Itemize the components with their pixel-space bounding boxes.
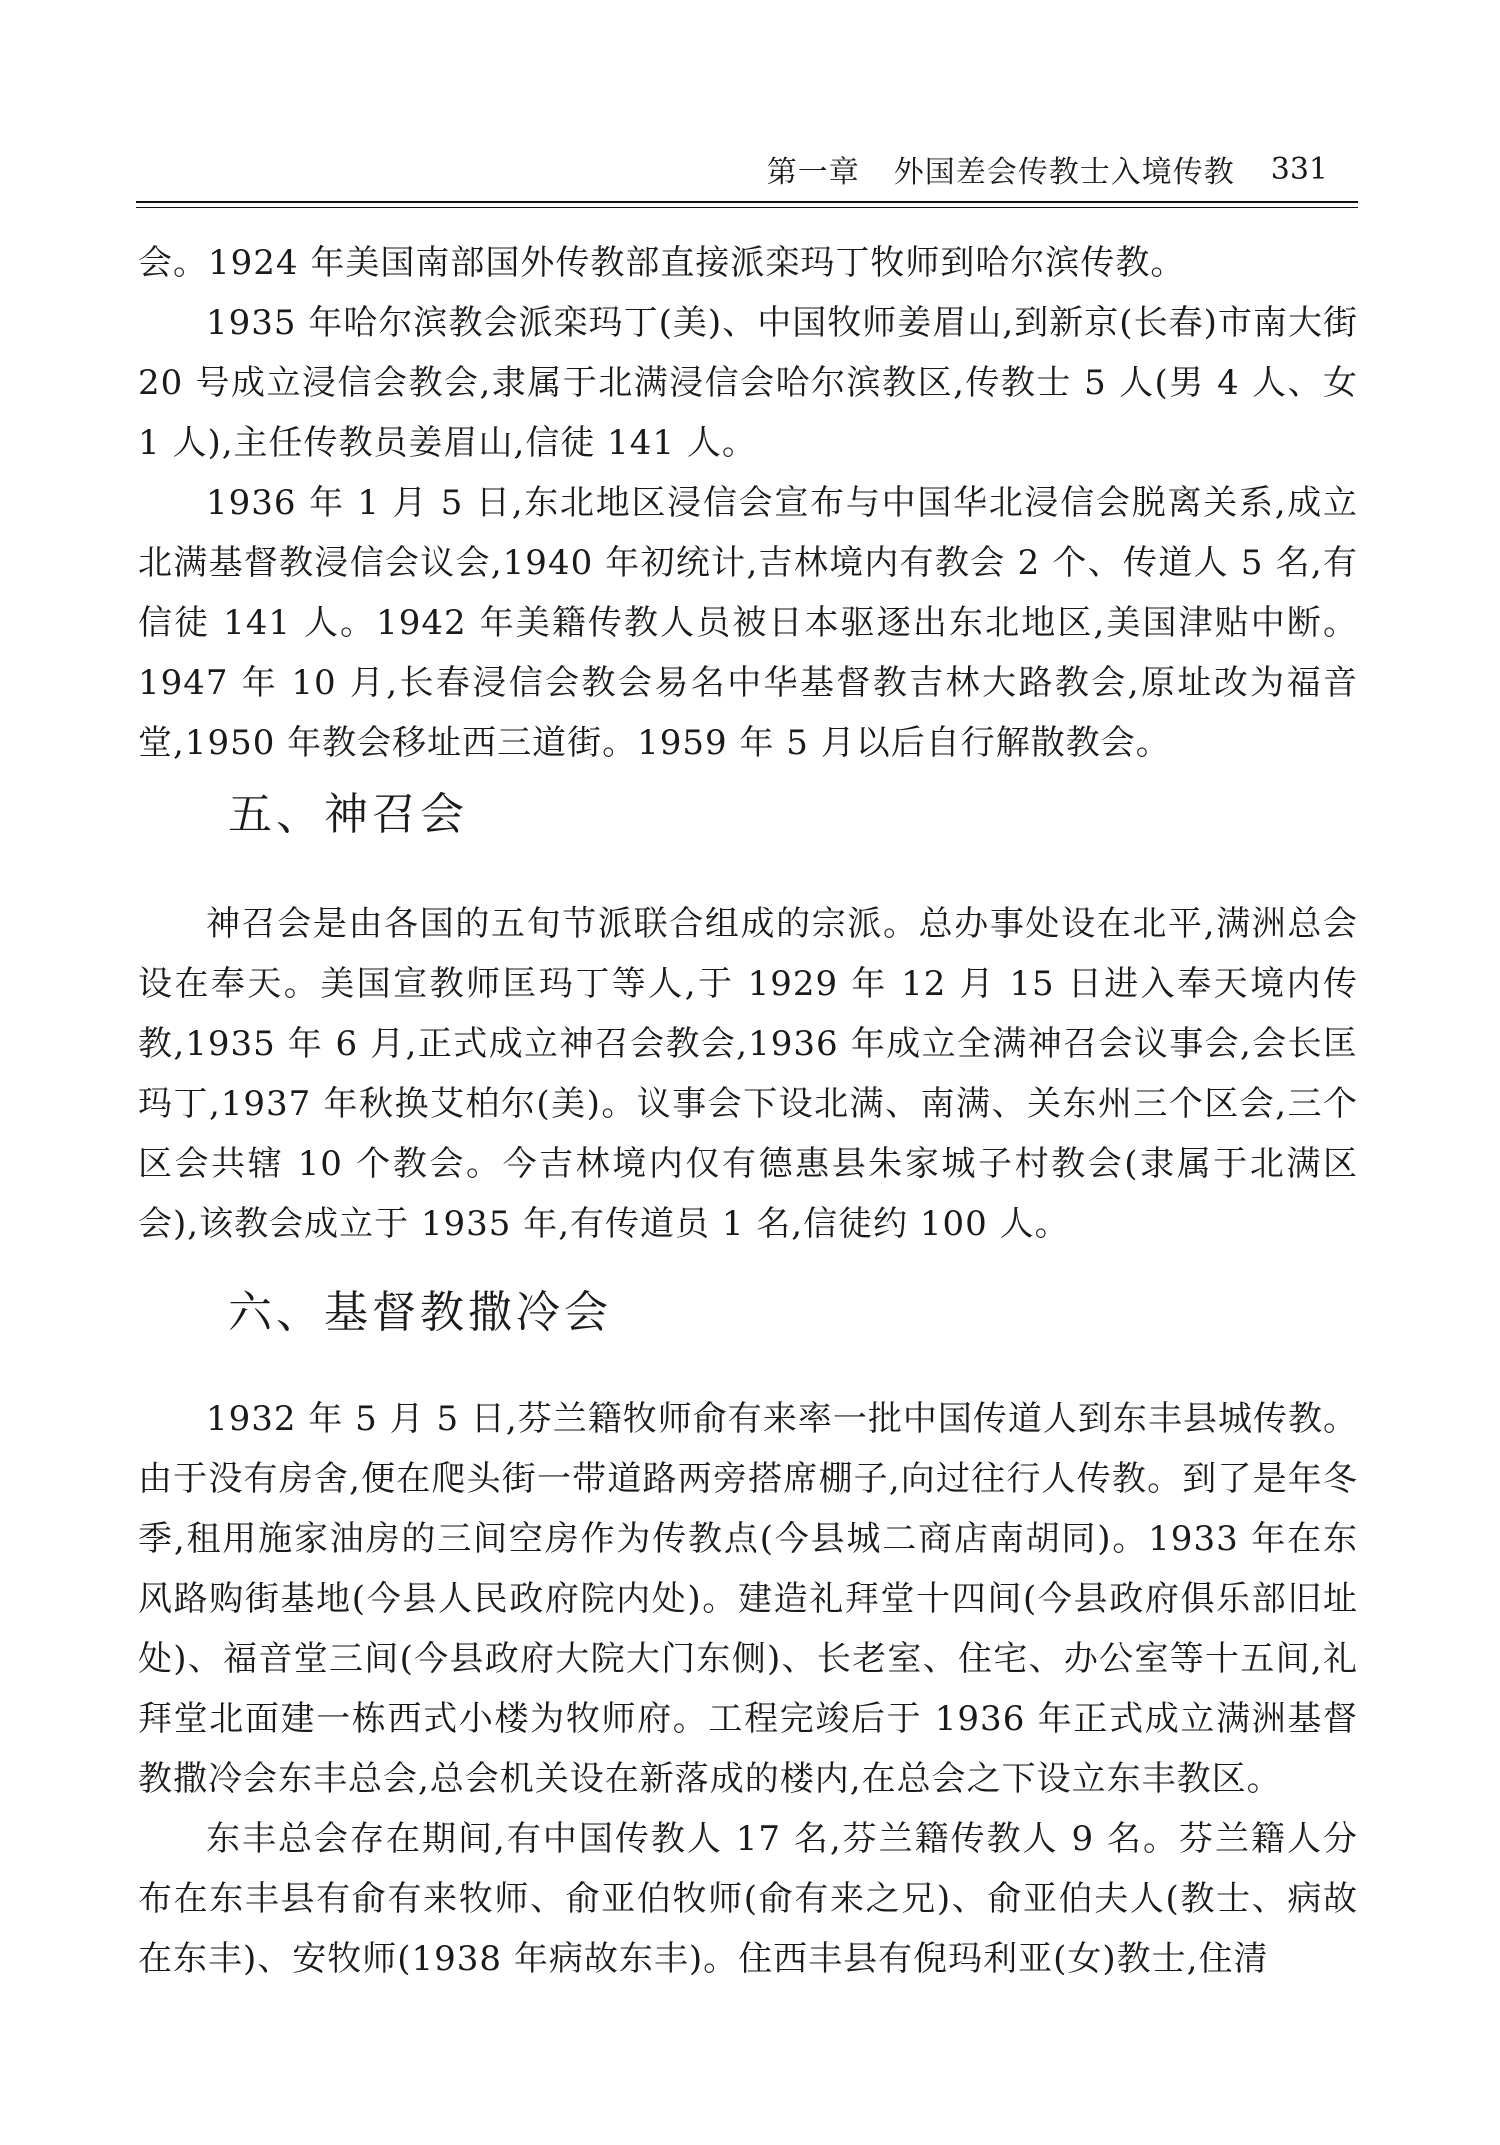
paragraph: 1936 年 1 月 5 日,东北地区浸信会宣布与中国华北浸信会脱离关系,成立北满基督教浸信会议会,1940 年初统计,吉林境内有教会 2 个、传道人 5 名,有信徒 141 人。1942 年美籍传教人员被日本驱逐出东北地区,美国津贴中断。1947 年 10 月,长春浸信会教会易名中华基督教吉林大路教会,原址改为福音堂,1950 年教会移址西三道街。1959 年 5 月以后自行解散教会。: [138, 483, 1358, 763]
section-body: [138, 894, 1358, 1254]
paragraph: 神召会是由各国的五旬节派联合组成的宗派。总办事处设在北平,满洲总会设在奉天。美国宣教师匡玛丁等人,于 1929 年 12 月 15 日进入奉天境内传教,1935 年 6 月,正式成立神召会教会,1936 年成立全满神召会议事会,会长匡玛丁,1937 年秋换艾柏尔(美)。议事会下设北满、南满、关东州三个区会,三个区会共辖 10 个教会。今吉林境内仅有德惠县朱家城子村教会(隶属于北满区会),该教会成立于 1935 年,有传道员 1 名,信徒约 100 人。: [138, 904, 1358, 1244]
paragraph: 会。1924 年美国南部国外传教部直接派栾玛丁牧师到哈尔滨传教。: [138, 243, 1186, 283]
paragraph: 东丰总会存在期间,有中国传教人 17 名,芬兰籍传教人 9 名。芬兰籍人分布在东丰县有俞有来牧师、俞亚伯牧师(俞有来之兄)、俞亚伯夫人(教士、病故在东丰)、安牧师(1938 年病故东丰)。住西丰县有倪玛利亚(女)教士,住清: [138, 1819, 1358, 1979]
running-head: [138, 144, 1328, 194]
continued-section: [138, 233, 1358, 773]
section-heading: 五、神召会: [228, 789, 468, 840]
header-rule: [136, 201, 1358, 203]
header-rule-thin: [136, 207, 1358, 208]
paragraph: 1935 年哈尔滨教会派栾玛丁(美)、中国牧师姜眉山,到新京(长春)市南大街 20 号成立浸信会教会,隶属于北满浸信会哈尔滨教区,传教士 5 人(男 4 人、女 1 人),主任传教员姜眉山,信徒 141 人。: [138, 303, 1358, 463]
chapter-title: 外国差会传教士入境传教: [893, 155, 1235, 190]
section-heading: 六、基督教撒冷会: [228, 1287, 612, 1338]
chapter-label: 第一章: [766, 155, 860, 190]
paragraph: 1932 年 5 月 5 日,芬兰籍牧师俞有来率一批中国传道人到东丰县城传教。由于没有房舍,便在爬头街一带道路两旁搭席棚子,向过往行人传教。到了是年冬季,租用施家油房的三间空房作为传教点(今县城二商店南胡同)。1933 年在东风路购街基地(今县人民政府院内处)。建造礼拜堂十四间(今县政府俱乐部旧址处)、福音堂三间(今县政府大院大门东侧)、长老室、住宅、办公室等十五间,礼拜堂北面建一栋西式小楼为牧师府。工程完竣后于 1936 年正式成立满洲基督教撒冷会东丰总会,总会机关设在新落成的楼内,在总会之下设立东丰教区。: [138, 1399, 1358, 1799]
section-body: [138, 1389, 1358, 1989]
page-number: 331: [1270, 151, 1328, 187]
